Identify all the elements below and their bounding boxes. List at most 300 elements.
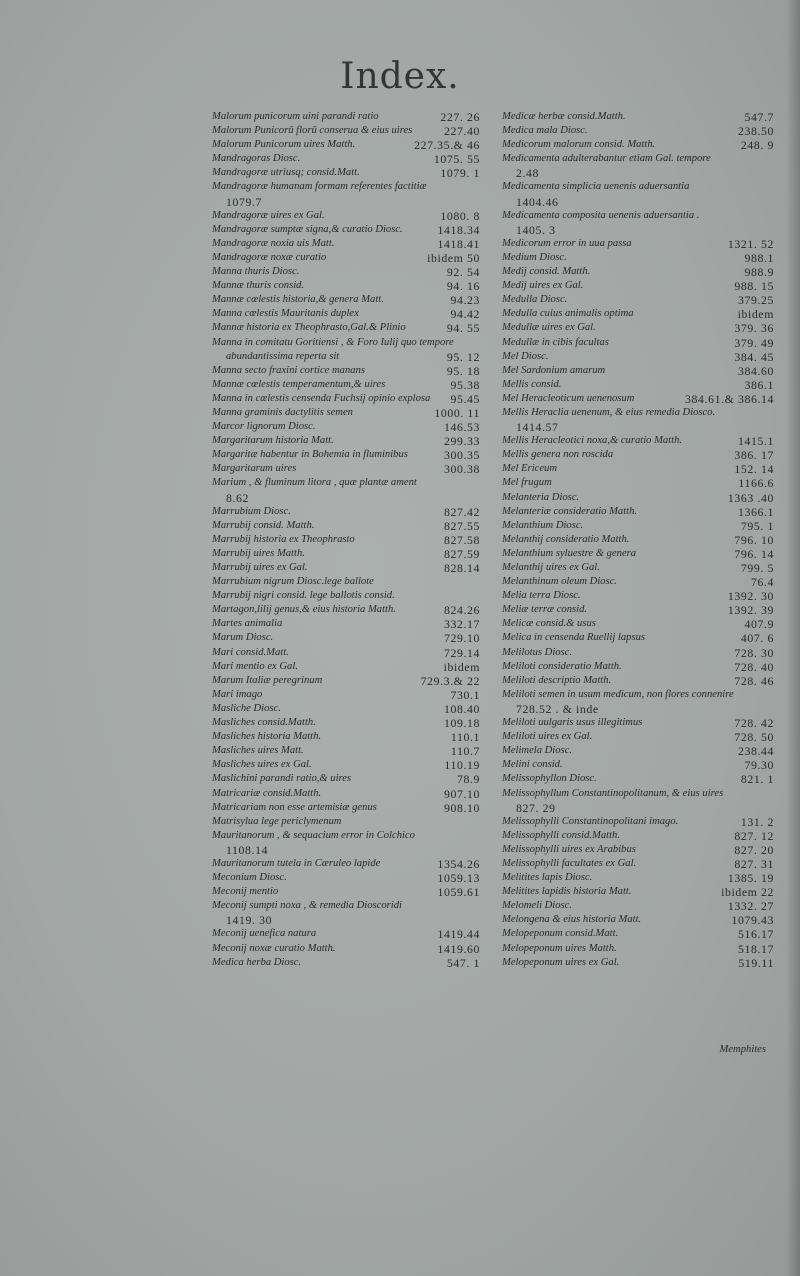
entry-text: Meconij sumpti noxa , & remedia Dioscoridi [212,900,402,912]
entry-text: Mannæ cœlestis historia,& genera Matt. [212,294,384,306]
entry-text: Meliloti descriptio Matth. [502,674,612,686]
index-entry [212,533,480,547]
entry-text: Manna secto fraxini cortice manans [212,364,365,376]
entry-text: Margaritarum uires [212,463,297,475]
entry-page-ref: 76.4 [750,575,774,590]
index-entry [212,617,480,631]
entry-text: Mel Diosc. [502,350,549,362]
index-entry [212,251,480,265]
entry-page-ref: 1418.41 [437,236,480,251]
entry-text: Melimela Diosc. [502,745,573,757]
entry-text: abundantissima reperta sit [226,350,340,362]
entry-page-ref: 95. 12 [446,349,480,364]
index-entry [212,476,480,504]
entry-page-ref: 796. 10 [734,532,774,547]
index-entry [502,547,774,561]
index-entry [502,392,774,406]
index-entry [502,251,774,265]
index-entry [502,956,774,970]
index-entry [502,885,774,899]
entry-text: Medicamenta adulterabantur etiam Gal. tempore [502,153,711,165]
entry-text: Maslichini parandi ratio,& uires [212,773,352,785]
entry-text: Mellis consid. [502,378,562,390]
index-entry [212,871,480,885]
entry-page-ref: 827.42 [443,504,480,519]
entry-text: Martagon,lilij genus,& eius historia Matth. [212,604,396,616]
entry-text: Mari imago [212,688,263,700]
index-entry [212,462,480,476]
index-entry [502,138,774,152]
index-entry [212,674,480,688]
entry-text: Medulla cuius animalis optima [502,308,634,320]
index-entry [502,730,774,744]
entry-text: Mannæ cœlestis temperamentum,& uires [212,378,386,390]
index-entry [212,956,480,970]
entry-text: Mandragoras Diosc. [212,153,301,165]
entry-text: Meliloti consideratio Matth. [502,660,622,672]
entry-text: Marrubium Diosc. [212,505,291,517]
entry-page-ref: 1404.46 [516,194,559,209]
entry-page-ref: 1079.43 [731,913,774,928]
entry-page-ref: 1415.1 [737,434,774,449]
entry-page-ref: 730.1 [450,687,480,702]
entry-text: Mel Sardonium amarum [502,364,606,376]
entry-text: Medicorum malorum consid. Matth. [502,139,656,151]
entry-text: Marcor lignorum Diosc. [212,421,316,433]
entry-page-ref: 827. 31 [734,856,774,871]
index-entry [212,124,480,138]
entry-page-ref: 332.17 [443,617,480,632]
entry-text: Mellis Heracleotici noxa,& curatio Matth. [502,435,683,447]
entry-page-ref: 2.48 [516,166,540,181]
entry-text: Marrubij nigri consid. lege ballotis consid. [212,590,395,602]
index-entry [502,561,774,575]
entry-text: Manna in cœlestis censenda Fuchsij opinio explosa [212,392,431,404]
entry-text: Mannæ historia ex Theophrasto,Gal.& Plinio [212,322,406,334]
entry-page-ref: 94. 55 [446,321,480,336]
index-entry [502,533,774,547]
entry-text: Melanthij uires ex Gal. [502,562,600,573]
entry-page-ref: 827. 12 [734,828,774,843]
entry-page-ref: 1419.44 [437,927,480,942]
entry-page-ref: 1059.13 [437,871,480,886]
index-entry [502,744,774,758]
index-entry [502,758,774,772]
index-entry [212,209,480,223]
index-entry [502,491,774,505]
entry-text: Mannæ thuris consid. [212,280,305,292]
entry-text: Melissophyllum Constantinopolitanum, & eius uires [502,787,724,799]
entry-page-ref: 729.3.& 22 [420,673,480,688]
entry-page-ref: 1059.61 [437,885,480,900]
index-entry [212,772,480,786]
entry-text: Matrisylua lege periclymenum [212,815,342,827]
entry-text: Melomeli Diosc. [502,900,573,912]
index-entry [502,815,774,829]
entry-text: Meconij uenefica natura [212,928,317,940]
index-entry [212,110,480,124]
index-entry [502,279,774,293]
entry-text: Melanthium syluestre & genera [502,547,637,559]
index-entry [212,857,480,871]
entry-text: Mellis Heraclia uenenum, & eius remedia Diosco. [502,406,716,418]
entry-page-ref: ibidem [443,659,480,674]
entry-text: Mandragoræ noxæ curatio [212,251,327,263]
entry-text: Meliloti uulgaris usus illegitimus [502,717,643,729]
index-entry [502,378,774,392]
index-entry [502,617,774,631]
entry-text: Mel frugum [502,477,552,489]
entry-page-ref: 728. 30 [734,645,774,660]
page-title: Index. [340,56,460,97]
entry-text: Medullæ in cibis facultas [502,336,609,348]
entry-page-ref: 238.44 [737,744,774,759]
entry-page-ref: 146.53 [443,420,480,435]
entry-text: Melissophyllon Diosc. [502,773,597,785]
index-entry [502,152,774,180]
index-entry [212,942,480,956]
index-entry [502,688,774,716]
entry-page-ref: 379.25 [737,293,774,308]
entry-text: Medica herba Diosc. [212,956,302,968]
entry-page-ref: 94. 16 [446,279,480,294]
entry-page-ref: 728. 50 [734,730,774,745]
entry-page-ref: 110.1 [450,730,480,745]
entry-page-ref: 1418.34 [437,222,480,237]
index-entry [502,505,774,519]
index-entry [502,124,774,138]
entry-text: Melanthij consideratio Matth. [502,533,630,545]
index-entry [212,631,480,645]
entry-text: Malorum punicorum uini parandi ratio [212,111,379,122]
entry-page-ref: 386.1 [744,377,774,392]
entry-text: Medicamenta simplicia uenenis aduersantia [502,181,690,193]
index-entry [212,321,480,335]
index-entry [212,787,480,801]
index-entry [212,927,480,941]
index-entry [212,166,480,180]
index-entry [212,223,480,237]
entry-page-ref: 1419.60 [437,941,480,956]
entry-text: Mandragoræ uires ex Gal. [212,209,325,221]
entry-page-ref: 729.10 [443,631,480,646]
entry-text: Marum Diosc. [212,632,274,644]
index-entry [502,180,774,208]
entry-page-ref: 1366.1 [737,504,774,519]
entry-page-ref: 92. 54 [446,265,480,280]
entry-text: Meconium Diosc. [212,872,287,884]
entry-page-ref: ibidem 22 [721,885,774,900]
entry-page-ref: 1405. 3 [516,222,556,237]
entry-text: Medicorum error in uua passa [502,237,632,249]
entry-page-ref: 1075. 55 [433,152,480,167]
entry-text: Meliloti semen in usum medicum, non flores connenire [502,688,734,700]
entry-page-ref: 547. 1 [446,955,480,970]
index-entry [502,927,774,941]
entry-page-ref: 1332. 27 [727,899,774,914]
index-entry [502,307,774,321]
entry-page-ref: 384.61.& 386.14 [685,391,774,406]
entry-text: Manna graminis dactylitis semen [212,406,353,418]
entry-page-ref: 547.7 [744,110,774,124]
index-entry [212,575,480,589]
entry-text: Margaritarum historia Matt. [212,435,334,447]
entry-page-ref: 1321. 52 [727,236,774,251]
index-entry [502,646,774,660]
entry-text: Melitites lapidis historia Matt. [502,886,632,898]
index-entry [502,265,774,279]
entry-text: Masliches historia Matth. [212,731,322,743]
entry-text: Mellis genera non roscida [502,449,614,461]
index-entry [212,702,480,716]
entry-page-ref: 227. 26 [440,110,480,124]
index-entry [212,660,480,674]
entry-text: Melanthium Diosc. [502,519,584,531]
entry-text: Manna cœlestis Mauritanis duplex [212,308,359,320]
index-entry [502,476,774,490]
index-entry [502,209,774,237]
index-entry [212,744,480,758]
index-entry [212,505,480,519]
entry-page-ref: 1363 .40 [727,490,774,505]
index-entry [212,758,480,772]
entry-page-ref: 1079.7 [226,194,263,209]
index-entry [502,364,774,378]
entry-page-ref: ibidem 50 [427,250,480,265]
index-entry [502,871,774,885]
index-entry [502,772,774,786]
index-entry [212,688,480,702]
entry-page-ref: 110.19 [444,758,480,773]
index-entry [502,519,774,533]
index-entry [502,660,774,674]
entry-page-ref: 95.38 [450,377,480,392]
entry-text: Melissophylli uires ex Arabibus [502,843,636,855]
entry-page-ref: ibidem [737,307,774,322]
entry-text: Marium , & fluminum litora , quæ plantæ ament [212,477,417,489]
entry-text: Mel Ericeum [502,463,558,475]
entry-text: Medica mala Diosc. [502,125,588,137]
entry-page-ref: 1079. 1 [440,166,480,181]
index-entry [212,406,480,420]
index-entry [502,237,774,251]
index-entry [502,448,774,462]
entry-text: Meconij mentio [212,886,279,898]
index-entry [212,279,480,293]
entry-page-ref: 95.45 [450,391,480,406]
index-entry [502,336,774,350]
entry-page-ref: 386. 17 [734,448,774,463]
entry-text: Medicamenta composita uenenis aduersantia . [502,209,700,221]
entry-page-ref: 827.55 [443,518,480,533]
entry-text: Mauritanorum , & sequacium error in Colchico [212,829,415,841]
index-entry [502,899,774,913]
entry-text: Melanteria Diosc. [502,491,580,503]
entry-page-ref: 827.58 [443,532,480,547]
entry-text: Melongena & eius historia Matt. [502,914,642,926]
index-entry [212,547,480,561]
entry-page-ref: 379. 49 [734,335,774,350]
entry-page-ref: 824.26 [443,603,480,618]
entry-text: Melanthinum oleum Diosc. [502,576,618,588]
index-entry [212,815,480,829]
entry-page-ref: 516.17 [737,927,774,942]
index-entry [502,857,774,871]
index-entry [212,180,480,208]
index-entry [502,350,774,364]
index-entry [212,716,480,730]
entry-page-ref: 988. 15 [734,279,774,294]
entry-page-ref: 827. 20 [734,842,774,857]
entry-text: Mari mentio ex Gal. [212,660,298,672]
entry-page-ref: 79.30 [744,758,774,773]
entry-page-ref: 227.35.& 46 [414,138,480,153]
entry-text: Mandragoræ humanam formam referentes factitiæ [212,181,427,193]
index-entry [502,631,774,645]
index-entry [502,829,774,843]
index-entry [212,350,480,364]
index-entry [502,843,774,857]
index-entry [212,829,480,857]
index-entry [212,265,480,279]
entry-text: Martes animalia [212,618,283,630]
entry-page-ref: 8.62 [226,490,250,505]
entry-page-ref: 728. 46 [734,673,774,688]
catchword: Memphites [719,1044,766,1055]
entry-page-ref: 300.38 [443,462,480,477]
entry-page-ref: 1385. 19 [727,871,774,886]
index-entry [502,406,774,434]
entry-page-ref: 796. 14 [734,546,774,561]
index-entry [212,730,480,744]
entry-page-ref: 238.50 [737,124,774,139]
index-entry [212,801,480,815]
index-entry [502,716,774,730]
index-entry [502,913,774,927]
page-edge-shadow [786,0,800,1276]
entry-page-ref: 827. 29 [516,800,556,815]
entry-page-ref: 407. 6 [740,631,774,646]
index-entry [212,138,480,152]
index-entry [212,885,480,899]
entry-page-ref: 1419. 30 [226,913,273,928]
entry-text: Margaritæ habentur in Bohemia in fluminibus [212,449,408,461]
entry-text: Mari consid.Matt. [212,646,289,658]
entry-text: Marrubij historia ex Theophrasto [212,533,355,545]
entry-page-ref: 94.23 [450,293,480,308]
entry-page-ref: 78.9 [456,772,480,787]
entry-text: Melopeponum uires Matth. [502,942,617,954]
index-entry [502,589,774,603]
index-column-right [502,110,774,970]
entry-text: Mel Heracleoticum uenenosum [502,392,635,404]
entry-page-ref: 384. 45 [734,349,774,364]
index-entry [502,787,774,815]
entry-text: Melica in censenda Ruellij lapsus [502,632,645,644]
index-entry [502,321,774,335]
index-entry [502,603,774,617]
index-entry [212,519,480,533]
entry-text: Melilotus Diosc. [502,646,573,658]
entry-page-ref: 799. 5 [740,561,774,575]
index-entry [502,434,774,448]
entry-text: Manna thuris Diosc. [212,266,300,278]
entry-page-ref: 94.42 [450,307,480,322]
entry-text: Meliæ terræ consid. [502,604,588,616]
entry-text: Matricariam non esse artemisiæ genus [212,801,377,813]
entry-text: Melitites lapis Diosc. [502,872,593,884]
index-entry [212,364,480,378]
index-entry [212,237,480,251]
entry-page-ref: 1392. 30 [727,589,774,604]
entry-text: Meliloti uires ex Gal. [502,731,593,743]
entry-page-ref: 1000. 11 [434,405,480,420]
entry-text: Malorum Punicorum uires Matth. [212,139,356,151]
entry-text: Medij uires ex Gal. [502,280,584,292]
index-entry [212,293,480,307]
entry-text: Medij consid. Matth. [502,266,591,278]
entry-text: Marrubium nigrum Diosc.lege ballote [212,576,374,588]
entry-page-ref: 821. 1 [740,772,774,787]
entry-page-ref: 109.18 [443,716,480,731]
entry-text: Melissophylli facultates ex Gal. [502,857,637,869]
index-entry [502,942,774,956]
entry-page-ref: 110.7 [450,744,480,759]
entry-page-ref: 1108.14 [226,842,269,857]
entry-page-ref: 1080. 8 [440,208,480,223]
entry-page-ref: 908.10 [443,800,480,815]
entry-text: Mandragoræ noxia uis Matt. [212,237,335,249]
entry-text: Melissophylli Constantinopolitani imago. [502,815,679,827]
entry-text: Melopeponum consid.Matt. [502,928,619,940]
entry-page-ref: 907.10 [443,786,480,801]
entry-page-ref: 299.33 [443,434,480,449]
entry-page-ref: 728. 40 [734,659,774,674]
index-entry [502,110,774,124]
entry-page-ref: 384.60 [737,363,774,378]
entry-text: Malorum Punicorū florū conserua & eius uires [212,125,413,137]
entry-text: Medulla Diosc. [502,294,568,306]
entry-text: Masliche Diosc. [212,702,281,714]
entry-page-ref: 988.1 [744,250,774,265]
entry-page-ref: 795. 1 [740,518,774,533]
index-entry [502,575,774,589]
entry-page-ref: 379. 36 [734,321,774,336]
entry-page-ref: 729.14 [443,645,480,660]
index-entry [212,152,480,166]
index-entry [212,378,480,392]
index-entry [212,336,480,350]
index-entry [212,899,480,927]
entry-text: Melia terra Diosc. [502,590,581,602]
entry-text: Matricariæ consid.Matth. [212,787,322,799]
entry-page-ref: 300.35 [443,448,480,463]
entry-text: Masliches uires Matt. [212,745,304,757]
entry-text: Marrubij uires ex Gal. [212,562,308,573]
entry-text: Medicæ herbæ consid.Matth. [502,111,626,122]
entry-page-ref: 1392. 39 [727,603,774,618]
entry-page-ref: 827.59 [443,546,480,561]
entry-text: Medullæ uires ex Gal. [502,322,596,334]
entry-page-ref: 227.40 [443,124,480,139]
entry-page-ref: 988.9 [744,265,774,280]
index-entry [502,293,774,307]
entry-text: Medium Diosc. [502,251,567,263]
index-entry [212,589,480,603]
index-entry [502,462,774,476]
entry-page-ref: 95. 18 [446,363,480,378]
entry-page-ref: 518.17 [737,941,774,956]
